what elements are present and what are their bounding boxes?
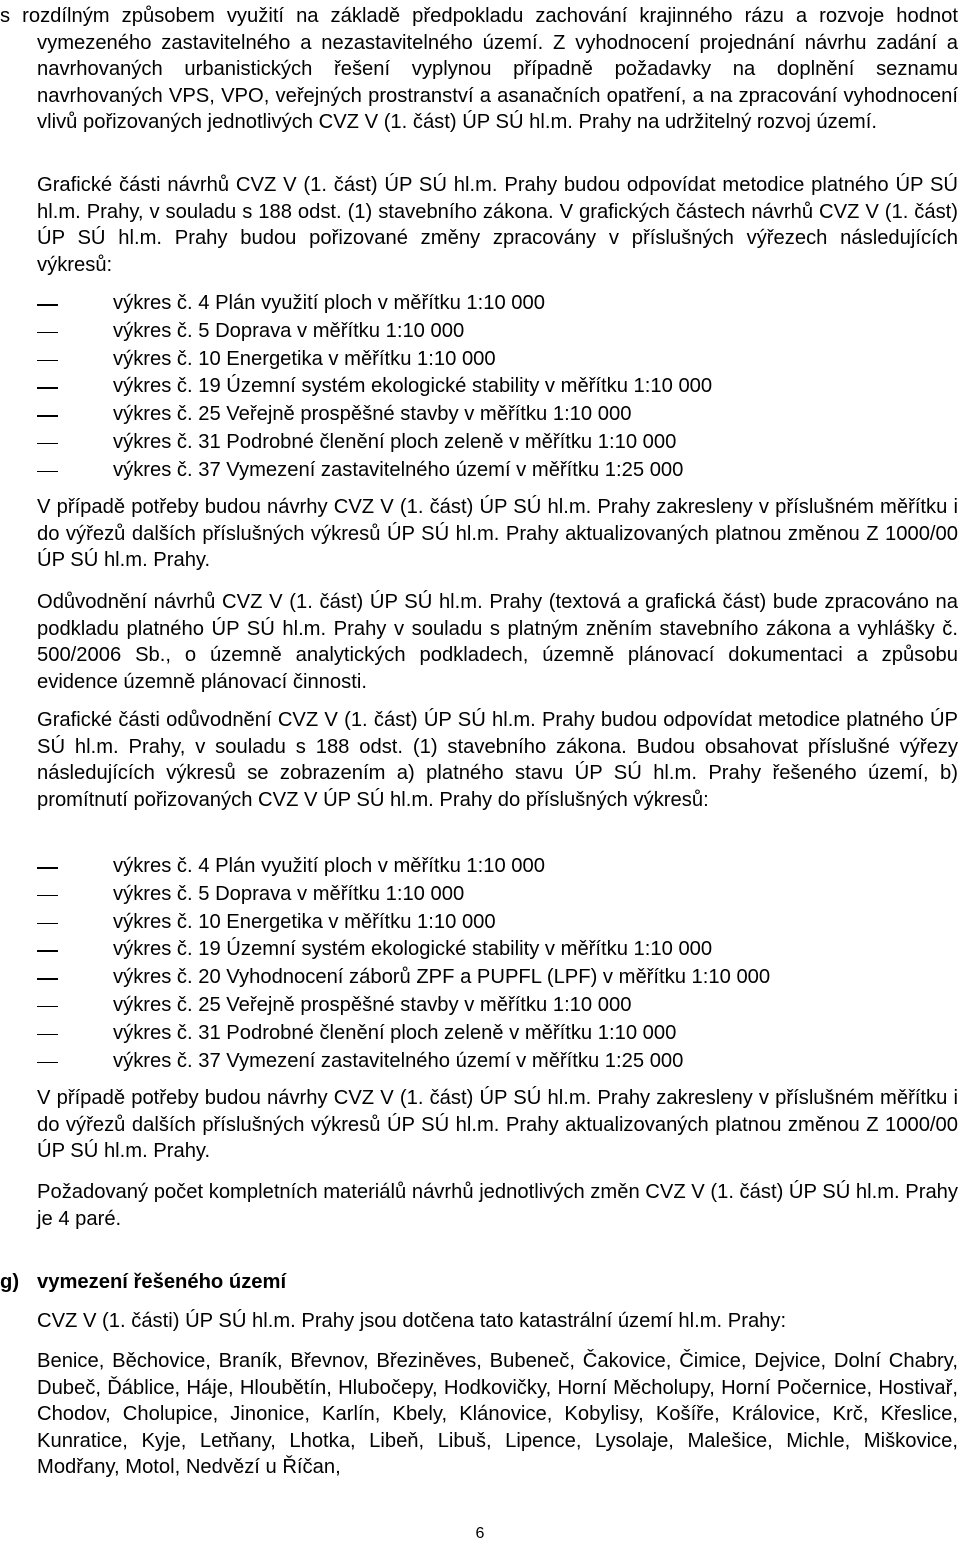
paragraph-if-needed-2 bbox=[37, 1085, 958, 1165]
dash-bullet-icon bbox=[37, 950, 58, 952]
list-item: výkres č. 4 Plán využití ploch v měřítku 1:10 000 bbox=[37, 853, 958, 881]
dash-bullet-icon bbox=[37, 304, 58, 306]
paragraph-text: Grafické části odůvodnění CVZ V (1. část) ÚP SÚ hl.m. Prahy budou odpovídat metodice platného ÚP SÚ hl.m. Prahy, v souladu s 188 odst. (1) stavebního zákona. Budou obsahovat příslušné výřezy následujících výkresů se zobrazením a) platného stavu ÚP SÚ hl.m. Prahy řešeného území, b) promítnutí pořizovaných CVZ V ÚP SÚ hl.m. Prahy do příslušných výkresů: bbox=[37, 709, 958, 811]
list-item: výkres č. 19 Územní systém ekologické stability v měřítku 1:10 000 bbox=[37, 936, 958, 964]
dash-bullet-icon bbox=[37, 443, 58, 445]
list-item: výkres č. 4 Plán využití ploch v měřítku 1:10 000 bbox=[37, 290, 958, 318]
paragraph-graphic-parts bbox=[37, 172, 958, 278]
paragraph-text: CVZ V (1. části) ÚP SÚ hl.m. Prahy jsou dotčena tato katastrální území hl.m. Prahy: bbox=[37, 1310, 787, 1332]
list-item: výkres č. 10 Energetika v měřítku 1:10 000 bbox=[37, 909, 958, 937]
paragraph-intro-continuation bbox=[0, 3, 958, 136]
paragraph-text: V případě potřeby budou návrhy CVZ V (1. část) ÚP SÚ hl.m. Prahy zakresleny v příslušném měřítku i do výřezů dalších příslušných výkresů ÚP SÚ hl.m. Prahy aktualizovaných platnou změnou Z 1000/00 ÚP SÚ hl.m. Prahy. bbox=[37, 1087, 958, 1162]
drawings-list-2 bbox=[37, 853, 958, 1075]
paragraph-text: Benice, Běchovice, Braník, Břevnov, Březiněves, Bubeneč, Čakovice, Čimice, Dejvice, Dolní Chabry, Dubeč, Ďáblice, Háje, Hloubětín, Hlubočepy, Hodkovičky, Horní Měcholupy, Horní Počernice, Hostivař, Chodov, Cholupice, Jinonice, Karlín, Kbely, Klánovice, Kobylisy, Košíře, Královice, Krč, Křeslice, Kunratice, Kyje, Letňany, Lhotka, Libeň, Libuš, Lipence, Lysolaje, Malešice, Michle, Miškovice, Modřany, Motol, Nedvězí u Říčan, bbox=[37, 1350, 958, 1478]
dash-bullet-icon bbox=[37, 867, 58, 869]
list-item: výkres č. 19 Územní systém ekologické stability v měřítku 1:10 000 bbox=[37, 373, 958, 401]
paragraph-text: s rozdílným způsobem využití na základě předpokladu zachování krajinného rázu a rozvoje hodnot vymezeného zastavitelného a nezastavitelného území. Z vyhodnocení projednání návrhu zadání a navrhovaných urbanistických řešení vyplynou případně požadavky na doplnění seznamu navrhovaných VPS, VPO, veřejných prostranství a asanačních opatření, a na zpracování vyhodnocení vlivů pořizovaných jednotlivých CVZ V (1. část) ÚP SÚ hl.m. Prahy na udržitelný rozvoj území. bbox=[0, 5, 958, 133]
list-item: výkres č. 20 Vyhodnocení záborů ZPF a PUPFL (LPF) v měřítku 1:10 000 bbox=[37, 964, 958, 992]
paragraph-justification-graphics bbox=[37, 707, 958, 813]
dash-bullet-icon bbox=[37, 978, 58, 980]
dash-bullet-icon bbox=[37, 1034, 58, 1036]
list-item: výkres č. 31 Podrobné členění ploch zeleně v měřítku 1:10 000 bbox=[37, 1020, 958, 1048]
list-item: výkres č. 37 Vymezení zastavitelného území v měřítku 1:25 000 bbox=[37, 1048, 958, 1076]
paragraph-text: V případě potřeby budou návrhy CVZ V (1. část) ÚP SÚ hl.m. Prahy zakresleny v příslušném měřítku i do výřezů dalších příslušných výkresů ÚP SÚ hl.m. Prahy aktualizovaných platnou změnou Z 1000/00 ÚP SÚ hl.m. Prahy. bbox=[37, 496, 958, 571]
dash-bullet-icon bbox=[37, 923, 58, 925]
dash-bullet-icon bbox=[37, 1062, 58, 1064]
dash-bullet-icon bbox=[37, 415, 58, 417]
section-letter: g) bbox=[0, 1271, 20, 1293]
list-item: výkres č. 25 Veřejně prospěšné stavby v měřítku 1:10 000 bbox=[37, 401, 958, 429]
list-item: výkres č. 10 Energetika v měřítku 1:10 000 bbox=[37, 346, 958, 374]
list-item: výkres č. 5 Doprava v měřítku 1:10 000 bbox=[37, 318, 958, 346]
dash-bullet-icon bbox=[37, 360, 58, 362]
dash-bullet-icon bbox=[37, 332, 58, 334]
dash-bullet-icon bbox=[37, 1006, 58, 1008]
dash-bullet-icon bbox=[37, 471, 58, 473]
paragraph-if-needed-1 bbox=[37, 494, 958, 574]
page-number: 6 bbox=[475, 1525, 485, 1542]
paragraph-text: Odůvodnění návrhů CVZ V (1. část) ÚP SÚ hl.m. Prahy (textová a grafická část) bude zpracováno na podkladu platného ÚP SÚ hl.m. Prahy v souladu s platným zněním stavebního zákona a vyhlášky č. 500/2006 Sb., o územně analytických podkladech, územně plánovací dokumentaci a způsobu evidence územně plánovací činnosti. bbox=[37, 591, 958, 693]
list-item: výkres č. 37 Vymezení zastavitelného území v měřítku 1:25 000 bbox=[37, 457, 958, 485]
paragraph-text: Grafické části návrhů CVZ V (1. část) ÚP SÚ hl.m. Prahy budou odpovídat metodice platného ÚP SÚ hl.m. Prahy, v souladu s 188 odst. (1) stavebního zákona. V grafických částech návrhů CVZ V (1. část) ÚP SÚ hl.m. Prahy budou pořizované změny zpracovány v příslušných výřezech následujících výkresů: bbox=[37, 174, 958, 276]
paragraph-copies-count bbox=[37, 1179, 958, 1232]
dash-bullet-icon bbox=[37, 895, 58, 897]
dash-bullet-icon bbox=[37, 387, 58, 389]
drawings-list-1 bbox=[37, 290, 958, 485]
list-item: výkres č. 31 Podrobné členění ploch zeleně v měřítku 1:10 000 bbox=[37, 429, 958, 457]
paragraph-justification bbox=[37, 589, 958, 695]
paragraph-cadastral-list bbox=[37, 1348, 958, 1481]
paragraph-text: Požadovaný počet kompletních materiálů návrhů jednotlivých změn CVZ V (1. část) ÚP SÚ hl.m. Prahy je 4 paré. bbox=[37, 1181, 958, 1230]
list-item: výkres č. 25 Veřejně prospěšné stavby v měřítku 1:10 000 bbox=[37, 992, 958, 1020]
paragraph-cadastral-intro bbox=[37, 1308, 958, 1335]
list-item: výkres č. 5 Doprava v měřítku 1:10 000 bbox=[37, 881, 958, 909]
section-title: vymezení řešeného území bbox=[37, 1271, 287, 1293]
